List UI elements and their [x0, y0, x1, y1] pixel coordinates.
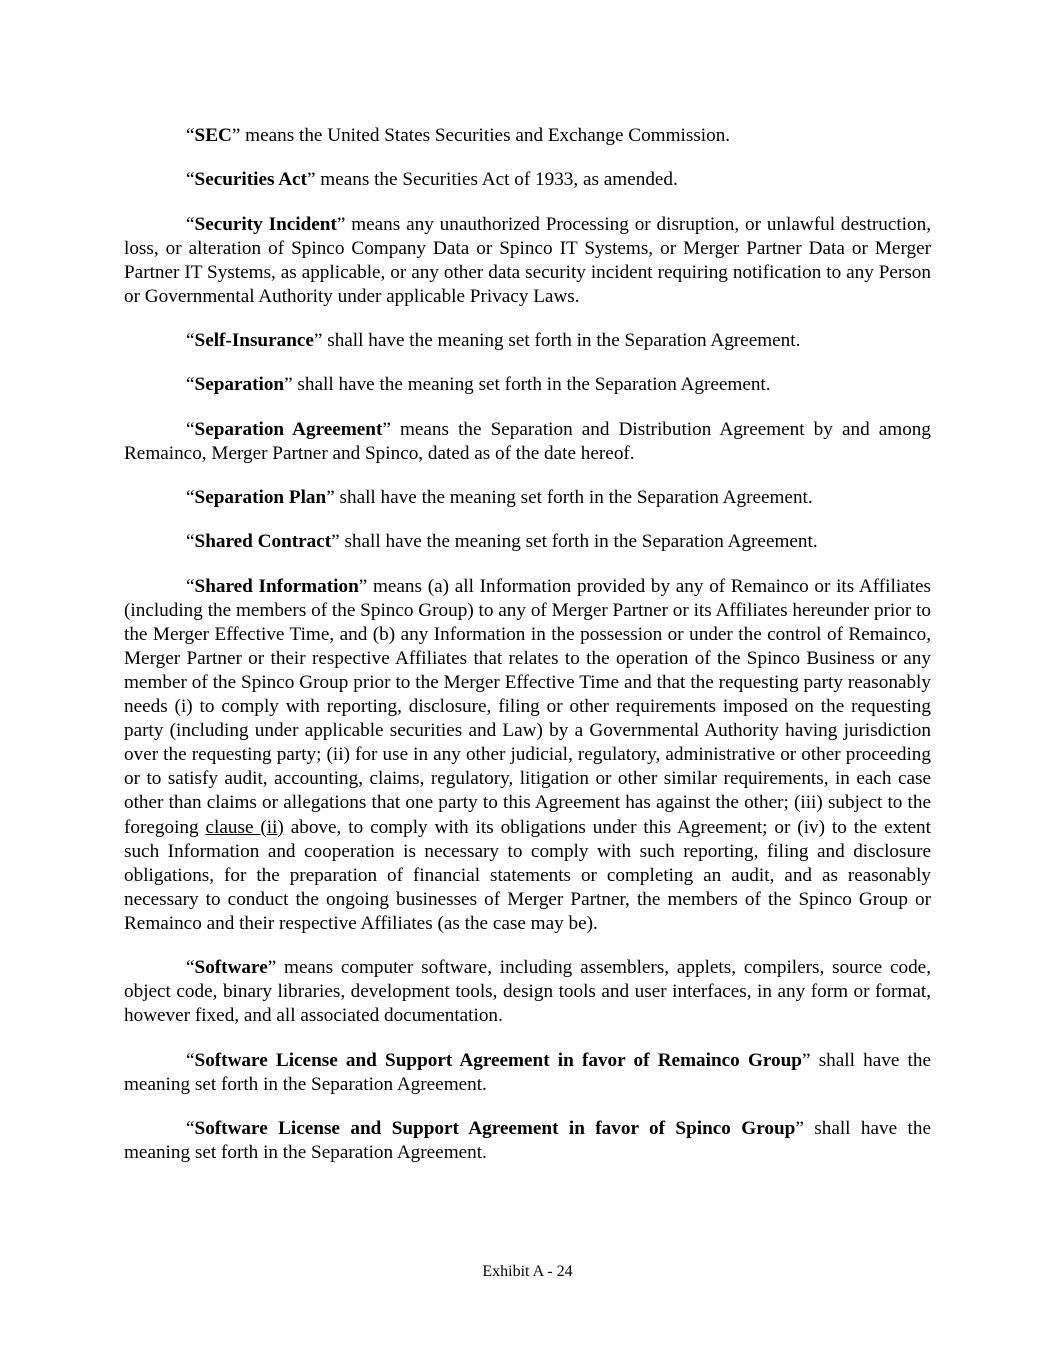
clause-reference: clause (ii): [205, 816, 284, 838]
open-quote: “: [186, 374, 195, 396]
definition-separation-agreement: [124, 418, 931, 466]
defined-term: Software License and Support Agreement in favor of Spinco Group: [194, 1118, 796, 1140]
open-quote: “: [186, 957, 195, 979]
defined-term: Software License and Support Agreement in favor of Remainco Group: [194, 1049, 802, 1071]
defined-term: Shared Information: [194, 575, 359, 597]
definition-software-license-remainco: [124, 1049, 931, 1097]
open-quote: “: [186, 125, 195, 146]
definition-text: ” means the Securities Act of 1933, as amended.: [306, 169, 678, 191]
defined-term: Software: [194, 957, 268, 979]
defined-term: Securities Act: [194, 169, 307, 191]
defined-term: Self-Insurance: [194, 330, 314, 352]
open-quote: “: [186, 418, 195, 440]
open-quote: “: [186, 1049, 195, 1071]
definition-security-incident: [124, 213, 931, 309]
defined-term: Separation: [194, 374, 285, 396]
definition-text: ” means the Separation and Distribution Agreement by and among Remainco, Merger Partner and Spinco, dated as of the date hereof.: [124, 418, 931, 464]
defined-term: Separation Agreement: [194, 418, 383, 440]
open-quote: “: [186, 487, 195, 509]
open-quote: “: [186, 531, 195, 553]
definition-text-continued: above, to comply with its obligations under this Agreement; or (iv) to the extent such Information and cooperation is necessary to comply with such reporting, filing and disclosure obligations, for the preparation of financial statements or completing an audit, and as reasonably necessary to conduct the ongoing businesses of Merger Partner, the members of the Spinco Group or Remainco and their respective Affiliates (as the case may be).: [124, 816, 931, 934]
definition-text: ” shall have the meaning set forth in the Separation Agreement.: [124, 1049, 931, 1095]
definition-text: ” shall have the meaning set forth in the Separation Agreement.: [331, 531, 818, 553]
definition-securities-act: [124, 168, 931, 192]
open-quote: “: [186, 1118, 195, 1140]
definition-separation-plan: [124, 486, 931, 510]
definition-text: ” means any unauthorized Processing or disruption, or unlawful destruction, loss, or alteration of Spinco Company Data or Spinco IT Systems, or Merger Partner Data or Merger Partner IT Systems, as applicable, or any other data security incident requiring notification to any Person or Governmental Authority under applicable Privacy Laws.: [124, 213, 931, 307]
document-body: [124, 124, 931, 1185]
definition-text: ” means the United States Securities and Exchange Commission.: [231, 125, 731, 146]
definition-shared-contract: [124, 530, 931, 554]
definition-text: ” shall have the meaning set forth in the Separation Agreement.: [124, 1118, 931, 1164]
definition-sec: [124, 124, 931, 148]
definition-shared-information: [124, 575, 931, 936]
open-quote: “: [186, 330, 195, 352]
definition-text: ” shall have the meaning set forth in the Separation Agreement.: [284, 374, 771, 396]
definition-text: ” shall have the meaning set forth in the Separation Agreement.: [313, 330, 801, 352]
definition-separation: [124, 373, 931, 397]
defined-term: Separation Plan: [194, 487, 327, 509]
defined-term: Security Incident: [194, 213, 337, 235]
defined-term: Shared Contract: [194, 531, 332, 553]
open-quote: “: [186, 169, 195, 191]
open-quote: “: [186, 213, 195, 235]
open-quote: “: [186, 575, 195, 597]
definition-software-license-spinco: [124, 1117, 931, 1165]
defined-term: SEC: [194, 125, 232, 146]
page-footer: Exhibit A - 24: [482, 1263, 573, 1280]
definition-text: ” means (a) all Information provided by any of Remainco or its Affiliates (including the members of the Spinco Group) to any of Merger Partner or its Affiliates hereunder prior to the Merger Effective Time, and (b) any Information in the possession or under the control of Remainco, Merger Partner or their respective Affiliates that relates to the operation of the Spinco Business or any member of the Spinco Group prior to the Merger Effective Time and that the requesting party reasonably needs (i) to comply with reporting, disclosure, filing or other requirements imposed on the requesting party (including under applicable securities and Law) by a Governmental Authority having jurisdiction over the requesting party; (ii) for use in any other judicial, regulatory, administrative or other proceeding or to satisfy audit, accounting, claims, regulatory, litigation or other similar requirements, in each case other than claims or allegations that one party to this Agreement has against the other; (iii) subject to the foregoing: [124, 575, 931, 838]
definition-text: ” shall have the meaning set forth in the Separation Agreement.: [326, 487, 813, 509]
definition-text: ” means computer software, including assemblers, applets, compilers, source code, object code, binary libraries, development tools, design tools and user interfaces, in any form or format, however fixed, and all associated documentation.: [124, 957, 931, 1027]
definition-software: [124, 956, 931, 1028]
definition-self-insurance: [124, 329, 931, 353]
